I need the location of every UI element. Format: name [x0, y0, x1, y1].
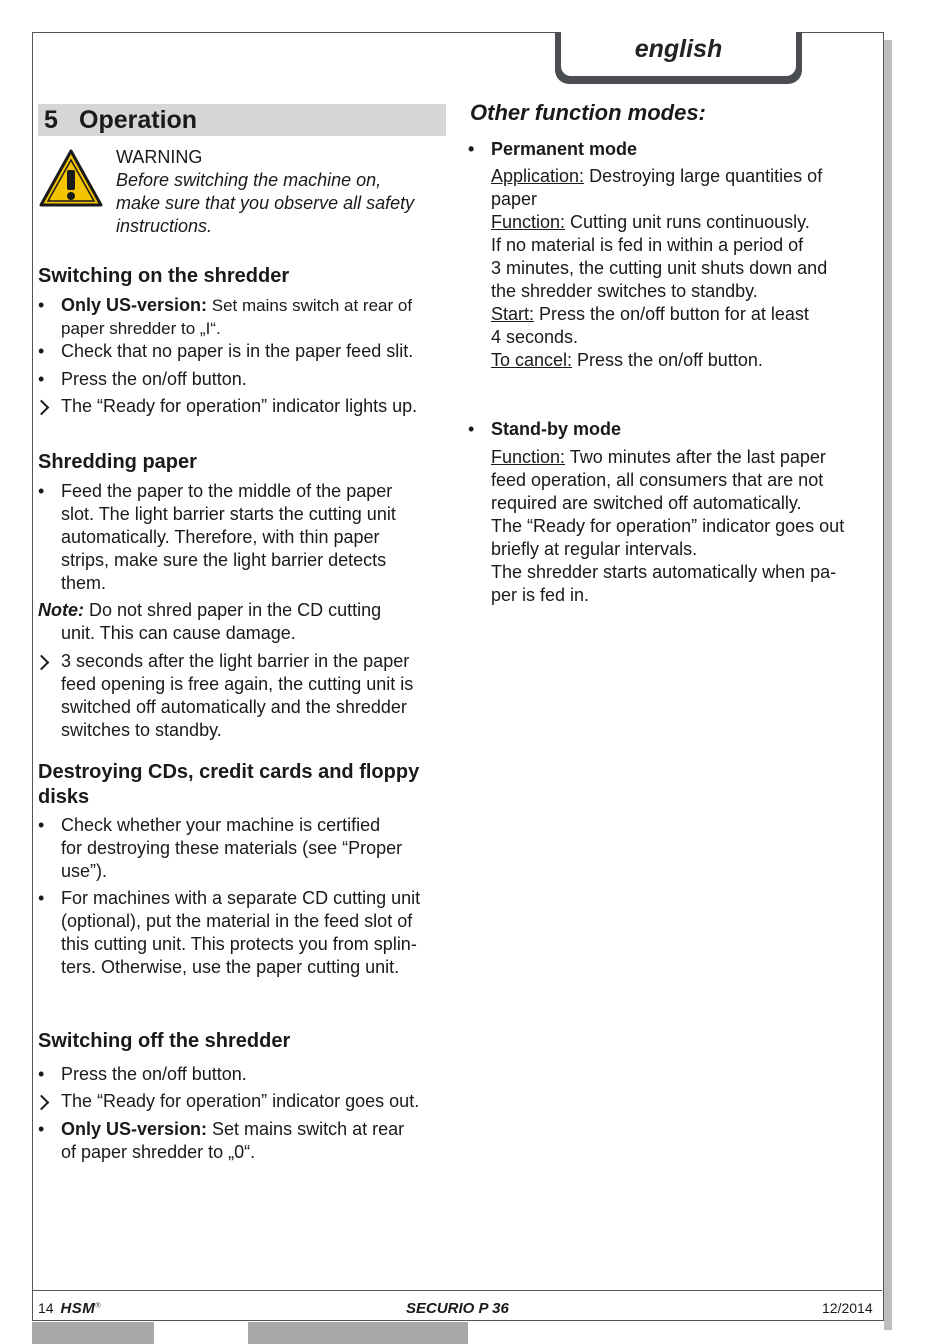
application-label: Application: [491, 166, 585, 186]
para-text: The “Ready for operation” indicator goes out [491, 516, 845, 536]
section-title: Operation [79, 106, 198, 134]
warning-block [116, 146, 446, 238]
item-text: Set mains switch at rear of [207, 296, 413, 315]
para-text: The shredder starts automatically when pa- [491, 562, 837, 582]
us-version-label: Only US-version: [61, 295, 208, 315]
bullet: • [38, 1119, 45, 1139]
page-shadow-right [884, 40, 892, 1330]
para-text: briefly at regular intervals. [491, 539, 698, 559]
note [38, 599, 448, 645]
warning-line: Before switching the machine on, [116, 170, 382, 190]
footer-left [38, 1300, 100, 1317]
note-text: Do not shred paper in the CD cutting [84, 600, 382, 620]
switch-off-heading: Switching off the shredder [38, 1030, 291, 1052]
para-text: feed operation, all consumers that are not [491, 470, 824, 490]
bullet: • [38, 341, 45, 361]
item-text: feed opening is free again, the cutting unit is [61, 674, 414, 694]
item-text: switches to standby. [61, 720, 222, 740]
warning-icon [38, 148, 104, 208]
item-text: slot. The light barrier starts the cutting unit [61, 504, 396, 524]
para-text: Press the on/off button for at least [534, 304, 809, 324]
item-text: for destroying these materials (see “Proper [61, 838, 403, 858]
warning-title: WARNING [116, 147, 203, 167]
footer-divider [33, 1290, 882, 1291]
heading-line: Destroying CDs, credit cards and floppy [38, 761, 420, 783]
bullet: • [38, 369, 45, 389]
other-modes-heading: Other function modes: [470, 100, 706, 125]
note-label: Note: [38, 600, 84, 620]
para-text: paper [491, 189, 538, 209]
item-text: automatically. Therefore, with thin paper [61, 527, 380, 547]
para-text: Cutting unit runs continuously. [565, 212, 810, 232]
brand-logo: HSM [60, 1300, 96, 1317]
function-label: Function: [491, 212, 566, 232]
item-text: 3 seconds after the light barrier in the paper [61, 651, 410, 671]
cds-heading [38, 760, 419, 810]
item-text: Press the on/off button. [61, 369, 247, 389]
footer-bar-left [32, 1322, 154, 1344]
section-number: 5 [44, 106, 58, 134]
bullet: • [468, 419, 475, 439]
item-text: (optional), put the material in the feed slot of [61, 911, 413, 931]
start-label: Start: [491, 304, 535, 324]
footer-model: SECURIO P 36 [406, 1300, 509, 1317]
item-text: strips, make sure the light barrier detects [61, 550, 387, 570]
footer-date: 12/2014 [822, 1300, 873, 1316]
para-text: Press the on/off button. [572, 350, 763, 370]
function-label: Function: [491, 447, 566, 467]
item-text: Press the on/off button. [61, 1064, 247, 1084]
item-text: ters. Otherwise, use the paper cutting unit. [61, 957, 400, 977]
item-text: this cutting unit. This protects you from splin- [61, 934, 417, 954]
section-header [38, 104, 446, 136]
shredding-heading: Shredding paper [38, 451, 197, 473]
bullet: • [38, 888, 45, 908]
para-text: 4 seconds. [491, 327, 579, 347]
item-text: Set mains switch at rear [207, 1119, 405, 1139]
bullet: • [38, 815, 45, 835]
para-text: If no material is fed in within a period of [491, 235, 804, 255]
bullet: • [38, 295, 45, 315]
item-text: Check whether your machine is certified [61, 815, 381, 835]
para-text: Destroying large quantities of [584, 166, 823, 186]
standby-mode-title: Stand-by mode [491, 419, 622, 439]
permanent-mode-title: Permanent mode [491, 139, 638, 159]
item-text: For machines with a separate CD cutting unit [61, 888, 421, 908]
para-text: required are switched off automatically. [491, 493, 802, 513]
warning-line: instructions. [116, 216, 213, 236]
item-text: them. [61, 573, 107, 593]
para-text: the shredder switches to standby. [491, 281, 758, 301]
page-number: 14 [38, 1300, 54, 1316]
note-text: unit. This can cause damage. [61, 623, 296, 643]
footer-bar-middle [248, 1322, 468, 1344]
item-text: paper shredder to „I“. [61, 319, 221, 338]
item-text: The “Ready for operation” indicator lights up. [61, 396, 418, 416]
permanent-mode-body [491, 165, 876, 372]
standby-mode-body [491, 446, 876, 607]
bullet: • [38, 481, 45, 501]
language-label: english [634, 35, 723, 63]
bullet: • [38, 1064, 45, 1084]
item-text: switched off automatically and the shredder [61, 697, 407, 717]
item-text: of paper shredder to „0“. [61, 1142, 256, 1162]
para-text: 3 minutes, the cutting unit shuts down and [491, 258, 828, 278]
item-text: Feed the paper to the middle of the paper [61, 481, 393, 501]
heading-line: disks [38, 786, 90, 808]
warning-line: make sure that you observe all safety [116, 193, 415, 213]
registered-mark-icon: ® [95, 1302, 101, 1310]
para-text: per is fed in. [491, 585, 590, 605]
us-version-label: Only US-version: [61, 1119, 208, 1139]
item-text: The “Ready for operation” indicator goes out. [61, 1091, 420, 1111]
bullet: • [468, 139, 475, 159]
para-text: Two minutes after the last paper [565, 447, 826, 467]
switch-on-heading: Switching on the shredder [38, 265, 290, 287]
item-text: Check that no paper is in the paper feed slit. [61, 341, 414, 361]
cancel-label: To cancel: [491, 350, 573, 370]
language-tab [555, 32, 802, 84]
item-text: use”). [61, 861, 108, 881]
